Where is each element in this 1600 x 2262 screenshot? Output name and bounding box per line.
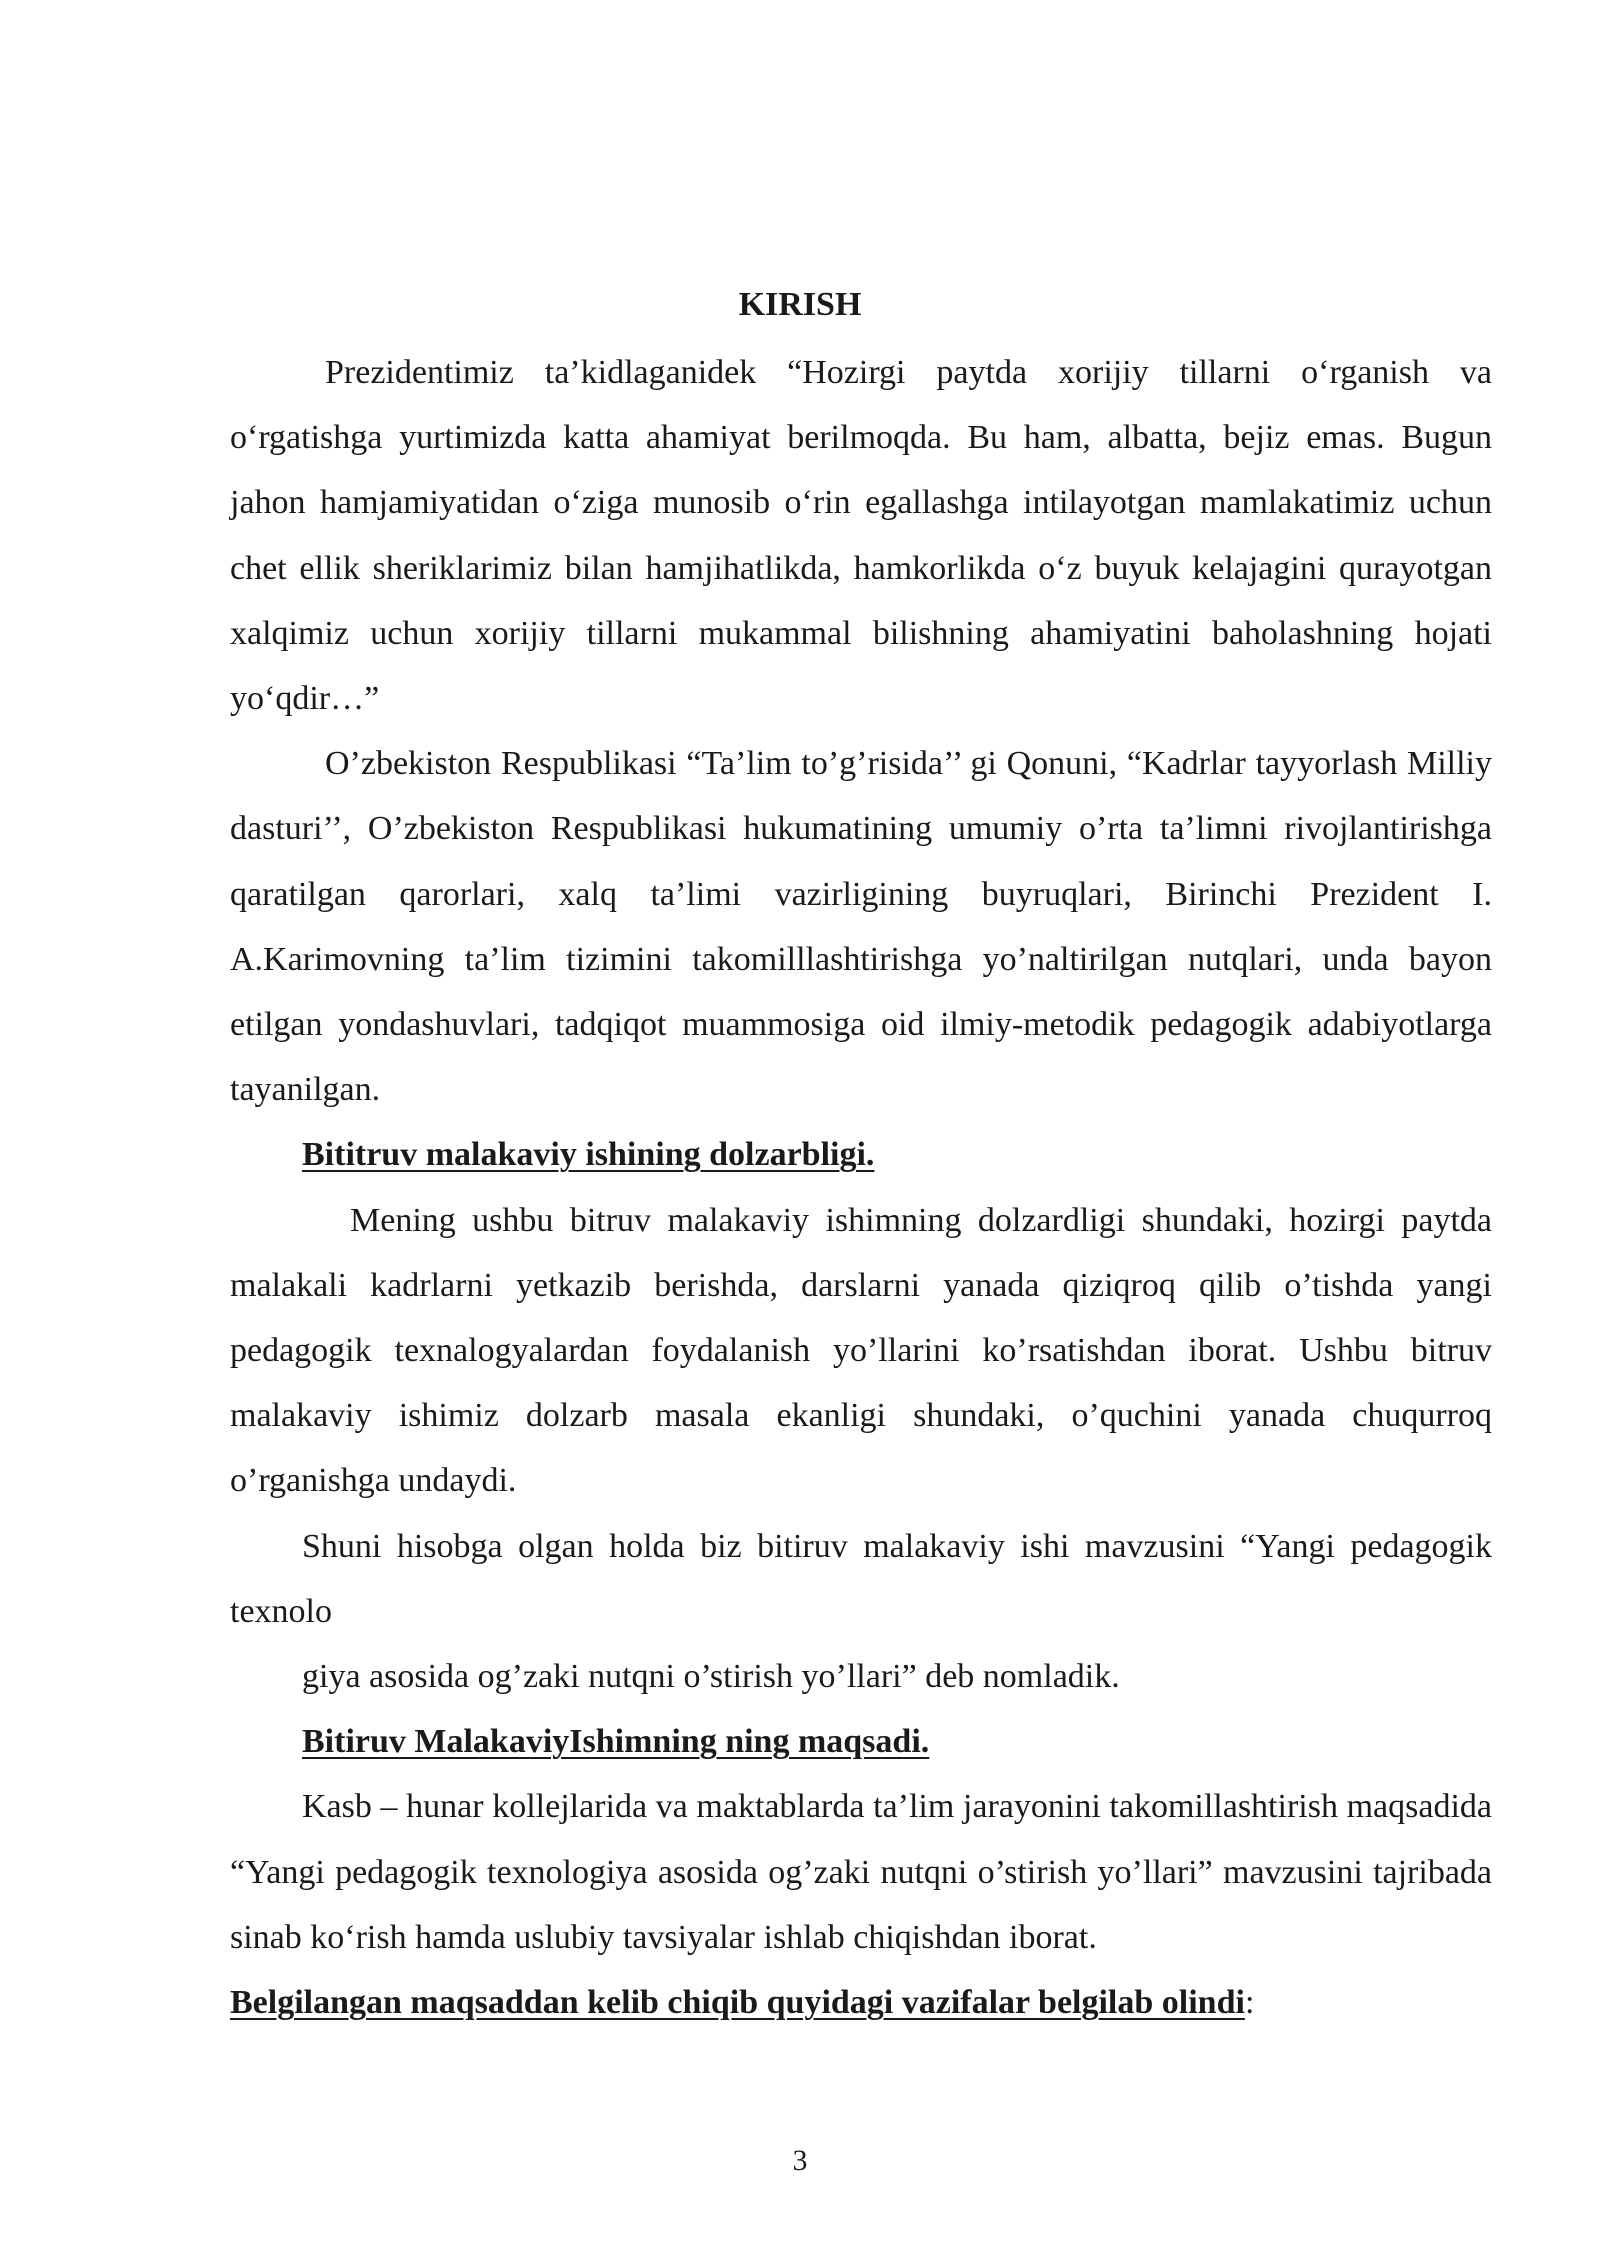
paragraph-legal-basis: O’zbekiston Respublikasi “Ta’lim to’g’risida’’ gi Qonuni, “Kadrlar tayyorlash Milliy dasturi’’, O’zbekiston Respublikasi hukumatining umumiy o’rta ta’limni rivojlantirishga qaratilgan qarorlari, xalq ta’limi vazirligining buyruqlari, Birinchi Prezident I. A.Karimovning ta’lim tizimini takomilllashtirishga yo’naltirilgan nutqlari, unda bayon etilgan yondashuvlari, tadqiqot muammosiga oid ilmiy-metodik pedagogik adabiyotlarga tayanilgan. bbox=[230, 745, 1492, 1109]
section-heading-relevance: Bititruv malakaviy ishining dolzarbligi. bbox=[302, 1136, 875, 1174]
document-body bbox=[230, 340, 1492, 2035]
page-title: KIRISH bbox=[738, 286, 862, 323]
section-heading-tasks-colon: : bbox=[1244, 1984, 1255, 2022]
paragraph-topic-line-2: giya asosida og’zaki nutqni o’stirish yo’llari” deb nomladik. bbox=[302, 1658, 1120, 1696]
paragraph-relevance: Mening ushbu bitruv malakaviy ishimning dolzardligi shundaki, hozirgi paytda malakali kadrlarni yetkazib berishda, darslarni yanada qiziqroq qilib o’tishda yangi pedagogik texnalogyalardan foydalanish yo’llarini ko’rsatishdan iborat. Ushbu bitruv malakaviy ishimiz dolzarb masala ekanligi shundaki, o’quchini yanada chuqurroq o’rganishga undaydi. bbox=[230, 1201, 1492, 1500]
section-heading-tasks-line bbox=[230, 1970, 1492, 2035]
paragraph-goal: Kasb – hunar kollejlarida va maktablarda ta’lim jarayonini takomillashtirish maqsadida “Yangi pedagogik texnologiya asosida og’zaki nutqni o’stirish yo’llari” mavzusini tajribada sinab ko‘rish hamda uslubiy tavsiyalar ishlab chiqishdan iborat. bbox=[230, 1788, 1492, 1956]
paragraph-presidential-quote: Prezidentimiz ta’kidlaganidek “Hozirgi paytda xorijiy tillarni o‘rganish va o‘rgatishga yurtimizda katta ahamiyat berilmoqda. Bu ham, albatta, bejiz emas. Bugun jahon hamjamiyatidan o‘ziga munosib o‘rin egallashga intilayotgan mamlakatimiz uchun chet ellik sheriklarimiz bilan hamjihatlikda, hamkorlikda o‘z buyuk kelajagini qurayotgan xalqimiz uchun xorijiy tillarni mukammal bilishning ahamiyatini baholashning hojati yo‘qdir…” bbox=[230, 354, 1492, 718]
paragraph-topic-line-1: Shuni hisobga olgan holda biz bitiruv malakaviy ishi mavzusini “Yangi pedagogik texnolo bbox=[230, 1527, 1492, 1630]
page-number: 3 bbox=[792, 2144, 808, 2177]
section-heading-goal: Bitiruv MalakaviyIshimning ning maqsadi. bbox=[302, 1723, 930, 1761]
section-heading-tasks: Belgilangan maqsaddan kelib chiqib quyidagi vazifalar belgilab olindi bbox=[230, 1984, 1245, 2022]
